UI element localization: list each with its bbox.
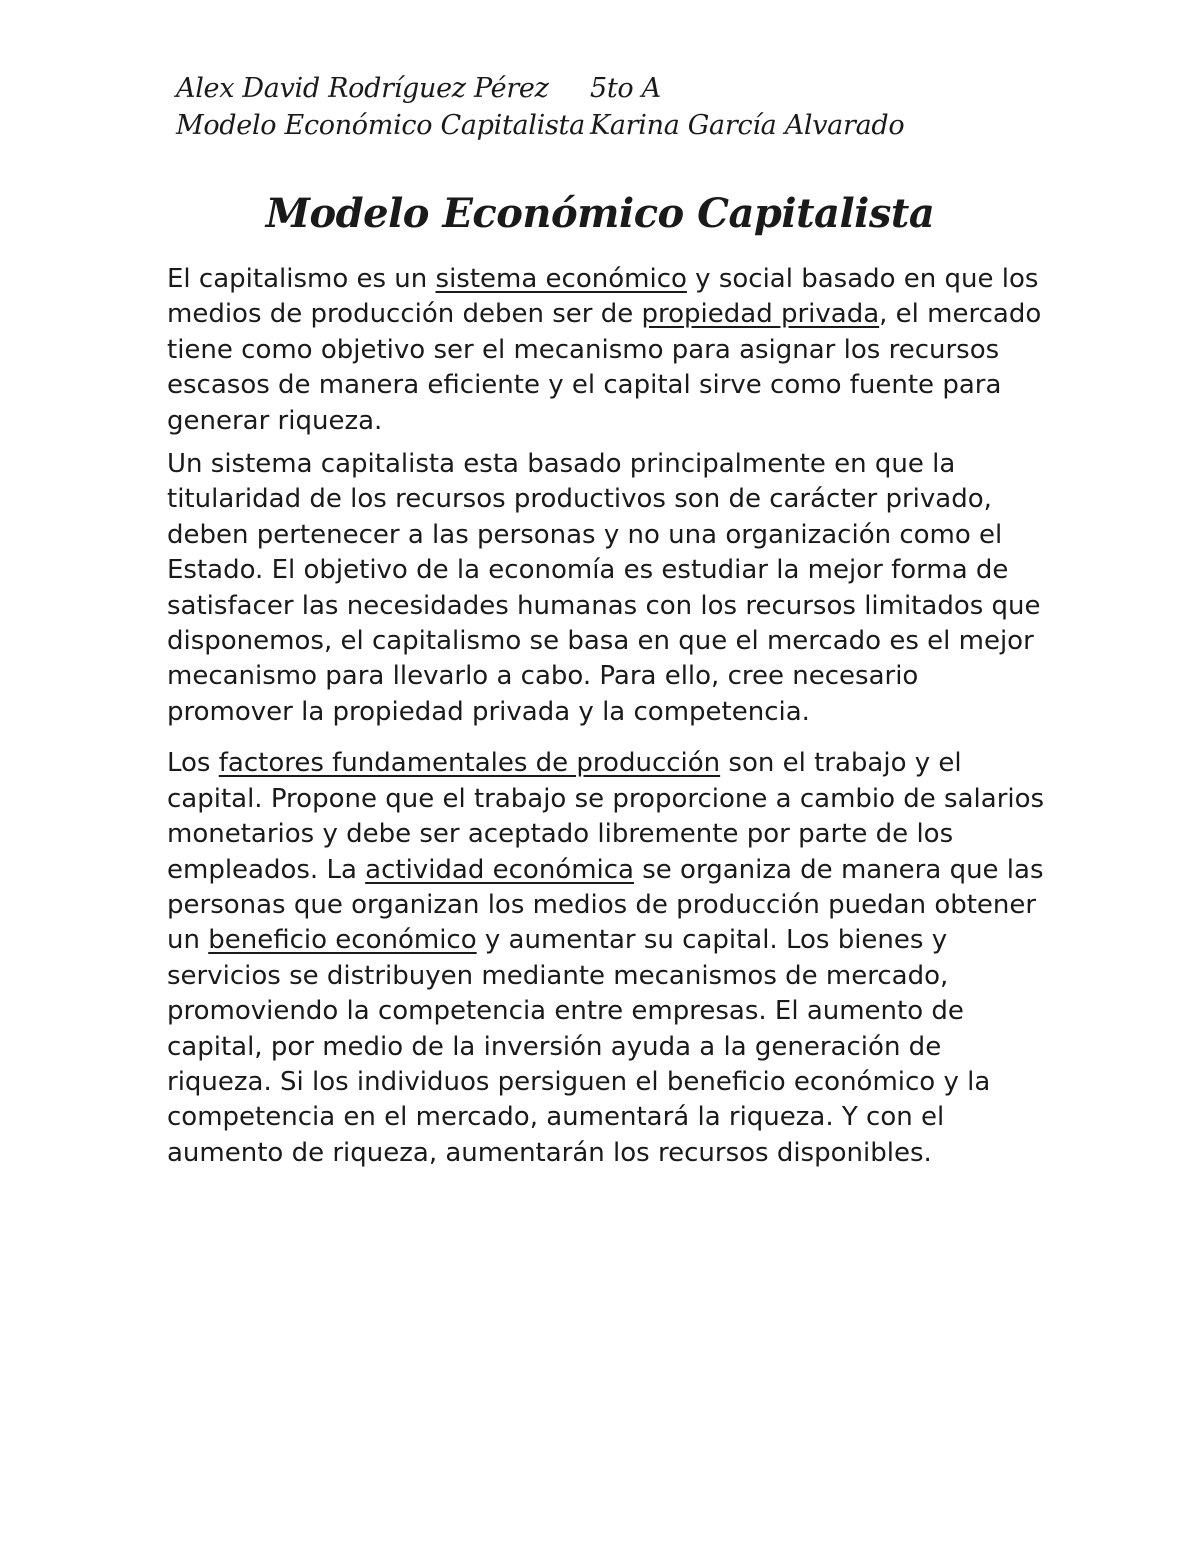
- document-header: [176, 70, 904, 144]
- link-factores-fundamentales[interactable]: factores fundamentales de producción: [218, 748, 721, 779]
- paragraph-3-text-1: Los: [167, 748, 219, 779]
- link-actividad-economica[interactable]: actividad económica: [365, 854, 634, 885]
- paragraph-2: Un sistema capitalista esta basado principalmente en que la titularidad de los recursos productivos son de carácter privado, deben pertenecer a las personas y no una organización como el Estado. El objetivo de la economía es estudiar la mejor forma de satisfacer las necesidades humanas con los recursos limitados que disponemos, el capitalismo se basa en que el mercado es el mejor mecanismo para llevarlo a cabo. Para ello, cree necesario promover la propiedad privada y la competencia.: [167, 449, 1041, 727]
- paragraph-3: [167, 746, 1047, 1171]
- paragraph-1-text-3: , el mercado tiene como objetivo ser el mecanismo para asignar los recursos escasos de manera eficiente y el capital sirve como fuente para generar riqueza.: [167, 299, 1042, 436]
- link-sistema-economico[interactable]: sistema económico: [435, 264, 687, 294]
- paragraph-3-text-3: se organiza de manera que las personas que organizan los medios de producción puedan obtener un: [167, 854, 1044, 956]
- paragraph-1-text-1: El capitalismo es un: [167, 264, 436, 294]
- paragraph-1: [167, 262, 1047, 439]
- document-body: [167, 262, 1047, 1179]
- teacher-name: Karina García Alvarado: [590, 110, 905, 141]
- paragraph-3-text-4: y aumentar su capital. Los bienes y servicios se distribuyen mediante mecanismos de mercado, promoviendo la competencia entre empresas. El aumento de capital, por medio de la inversión ayuda a la generación de riqueza. Si los individuos persiguen el beneficio económico y la competencia en el mercado, aumentará la riqueza. Y con el aumento de riqueza, aumentarán los recursos disponibles.: [167, 925, 991, 1168]
- link-propiedad-privada[interactable]: propiedad privada: [641, 299, 880, 330]
- author-name: Alex David Rodríguez Pérez: [176, 73, 549, 104]
- paragraph-3-text-2: son el trabajo y el capital. Propone que el trabajo se proporcione a cambio de salarios monetarios y debe ser aceptado libremente por parte de los empleados. La: [167, 748, 1045, 885]
- group-label: 5to A: [590, 73, 661, 104]
- header-row-2: [176, 107, 904, 144]
- page-title: Modelo Económico Capitalista: [265, 190, 935, 237]
- subject-name: Modelo Económico Capitalista: [176, 110, 585, 141]
- paragraph-1-text-2: y social basado en que los medios de producción deben ser de: [167, 264, 1039, 330]
- header-row-1: [176, 70, 904, 107]
- link-beneficio-economico[interactable]: beneficio económico: [208, 925, 477, 956]
